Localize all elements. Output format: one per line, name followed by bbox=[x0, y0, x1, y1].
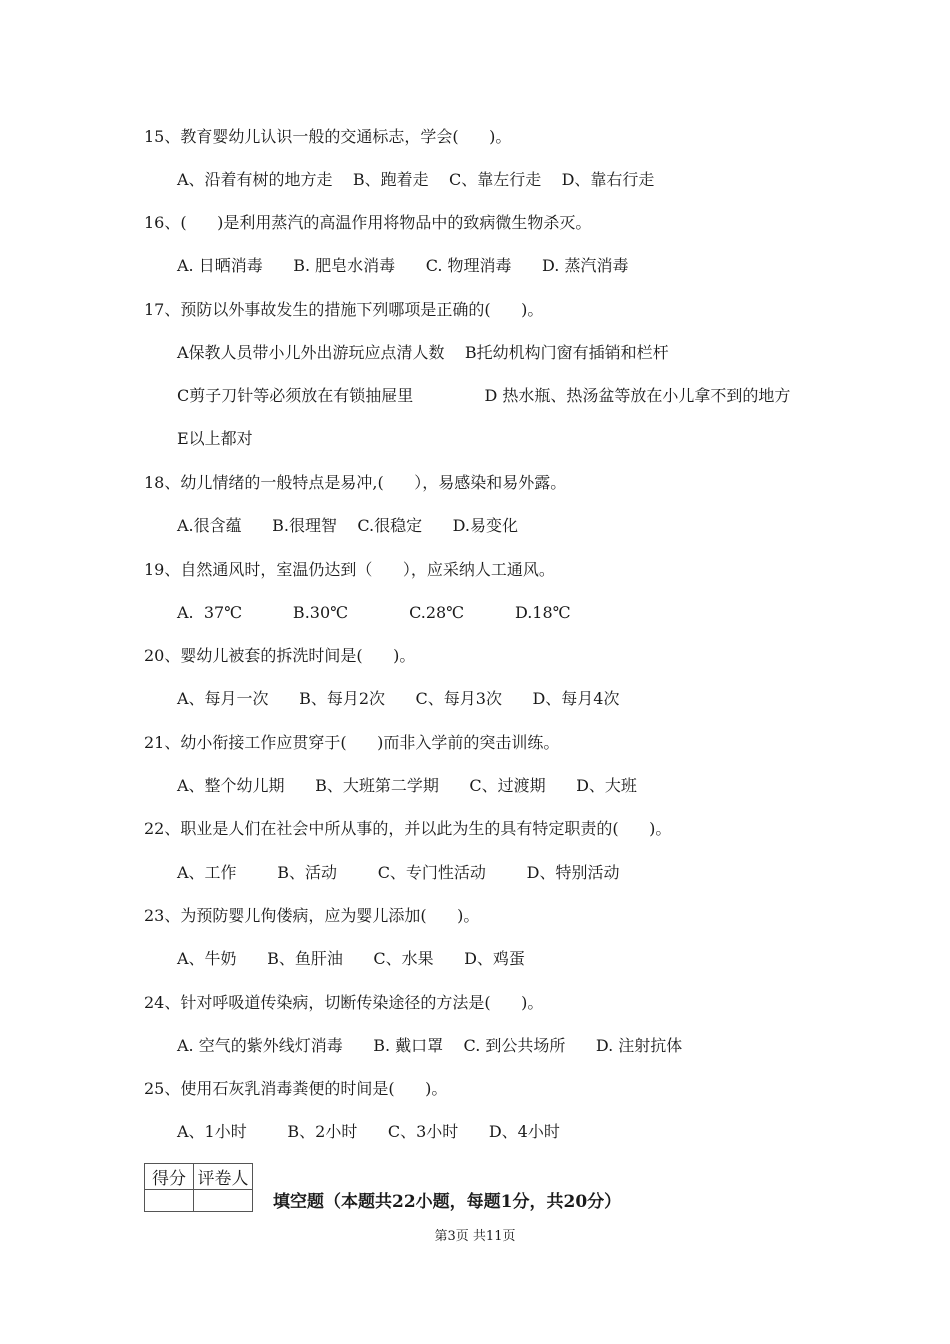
question-24-options: A. 空气的紫外线灯消毒 B. 戴口罩 C. 到公共场所 D. 注射抗体 bbox=[177, 1036, 683, 1055]
question-21-stem: 21、幼小衔接工作应贯穿于( )而非入学前的突击训练。 bbox=[144, 733, 560, 752]
question-21-options: A、整个幼儿期 B、大班第二学期 C、过渡期 D、大班 bbox=[177, 776, 637, 795]
page-footer: 第3页 共11页 bbox=[434, 1229, 516, 1244]
question-16-options: A. 日晒消毒 B. 肥皂水消毒 C. 物理消毒 D. 蒸汽消毒 bbox=[177, 256, 629, 275]
question-15-stem: 15、教育婴幼儿认识一般的交通标志，学会( )。 bbox=[144, 127, 512, 146]
question-24-stem: 24、针对呼吸道传染病，切断传染途径的方法是( )。 bbox=[144, 993, 544, 1012]
question-25-stem: 25、使用石灰乳消毒粪便的时间是( )。 bbox=[144, 1079, 448, 1098]
question-18-options: A.很含蕴 B.很理智 C.很稳定 D.易变化 bbox=[177, 516, 518, 535]
question-25-options: A、1小时 B、2小时 C、3小时 D、4小时 bbox=[177, 1122, 560, 1141]
question-17-option-e: E以上都对 bbox=[177, 429, 253, 448]
question-20-options: A、每月一次 B、每月2次 C、每月3次 D、每月4次 bbox=[177, 689, 620, 708]
question-18-stem: 18、幼儿情绪的一般特点是易冲,( ），易感染和易外露。 bbox=[144, 473, 567, 492]
score-label: 得分 bbox=[145, 1164, 194, 1190]
question-17-option-cd: C剪子刀针等必须放在有锁抽屉里 D 热水瓶、热汤盆等放在小儿拿不到的地方 bbox=[177, 386, 791, 405]
question-17-stem: 17、预防以外事故发生的措施下列哪项是正确的( )。 bbox=[144, 300, 544, 319]
question-19-options: A. 37℃ B.30℃ C.28℃ D.18℃ bbox=[177, 603, 571, 622]
question-22-options: A、工作 B、活动 C、专门性活动 D、特别活动 bbox=[177, 863, 620, 882]
grader-cell bbox=[194, 1190, 253, 1212]
score-cell bbox=[145, 1190, 194, 1212]
question-20-stem: 20、婴幼儿被套的拆洗时间是( )。 bbox=[144, 646, 416, 665]
section-title: 填空题（本题共22小题，每题1分，共20分） bbox=[273, 1192, 622, 1212]
question-19-stem: 19、自然通风时，室温仍达到（ ），应采纳人工通风。 bbox=[144, 560, 555, 579]
question-22-stem: 22、职业是人们在社会中所从事的，并以此为生的具有特定职责的( )。 bbox=[144, 819, 672, 838]
grader-label: 评卷人 bbox=[194, 1164, 253, 1190]
score-box bbox=[144, 1163, 253, 1212]
question-16-stem: 16、( )是利用蒸汽的高温作用将物品中的致病微生物杀灭。 bbox=[144, 213, 592, 232]
question-15-options: A、沿着有树的地方走 B、跑着走 C、靠左行走 D、靠右行走 bbox=[177, 170, 655, 189]
question-23-stem: 23、为预防婴儿佝偻病，应为婴儿添加( )。 bbox=[144, 906, 480, 925]
question-23-options: A、牛奶 B、鱼肝油 C、水果 D、鸡蛋 bbox=[177, 949, 525, 968]
question-17-option-ab: A保教人员带小儿外出游玩应点清人数 B托幼机构门窗有插销和栏杆 bbox=[177, 343, 669, 362]
